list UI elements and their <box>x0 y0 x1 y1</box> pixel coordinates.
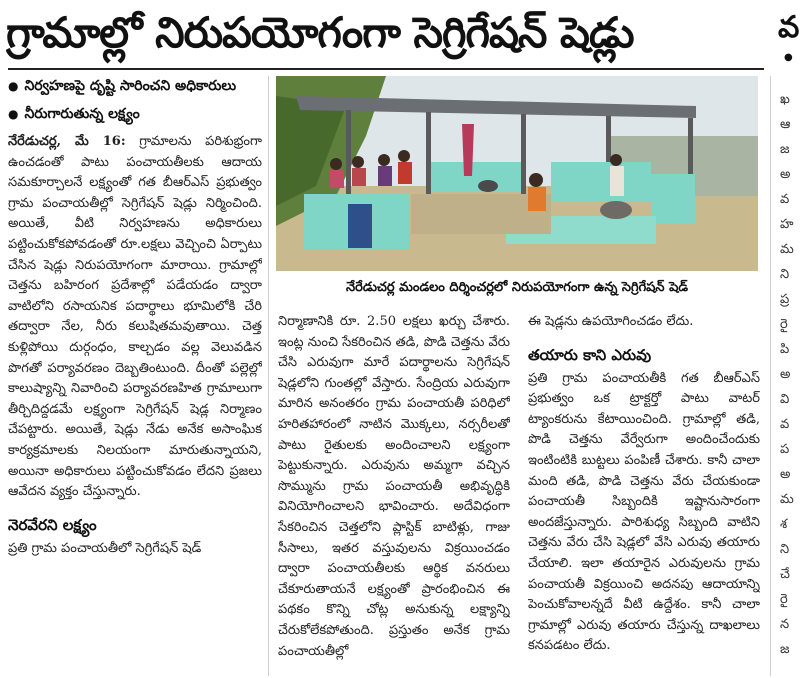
person <box>352 156 364 168</box>
headline: గ్రామాల్లో నిరుపయోగంగా సెగ్రిగేషన్ షెడ్లు <box>6 8 634 57</box>
person <box>330 170 344 188</box>
adjacent-headline-fragment: వ <box>778 10 800 45</box>
adjacent-article-strip <box>776 0 800 678</box>
article-body-left <box>8 132 262 503</box>
adjacent-text-fragment: శ <box>780 517 788 532</box>
person <box>378 166 392 186</box>
adjacent-text-fragment: రై <box>780 592 788 607</box>
waste-pile <box>600 201 632 219</box>
adjacent-text-fragment: ప్ర <box>780 292 790 307</box>
person <box>330 158 342 170</box>
hanging-cloth <box>462 124 474 176</box>
adjacent-text-fragment: వి <box>780 392 790 407</box>
highlight-text: నిర్వహణపై దృష్టి సారించని అధికారులు <box>24 78 237 94</box>
adjacent-text-fragment: రై <box>780 317 788 332</box>
dateline: నేరేడుచర్ల, మే 16: <box>8 134 126 149</box>
person <box>398 150 410 162</box>
highlight-item <box>8 74 262 98</box>
bullet-icon: ● <box>8 107 19 121</box>
news-photo <box>276 76 758 271</box>
section-subhead: తయారు కాని ఎరువు <box>528 345 652 364</box>
shed-wall <box>431 162 521 192</box>
adjacent-text-fragment: జ <box>780 642 790 657</box>
adjacent-text-fragment: న <box>780 617 790 632</box>
article-paragraph: గ్రామాలను పరిశుభ్రంగా ఉంచడంతో పాటు పంచాయతీలకు ఆదాయ సమకూర్చాలనే లక్ష్యంతో గత బీఆర్ఎస్ ప్రభుత్వం గ్రామ పంచాయతీల్లో సెగ్రిగేషన్ షెడ్లు నిర్మించింది. అయితే, వీటి నిర్వహణను అధికారులు పట్టించుకోకపోవడంతో రూ.లక్షలు వెచ్చించి ఏర్పాటు చేసిన షెడ్లు నిరుపయోగంగా మారాయి. గ్రామాల్లో చెత్తను బహిరంగ ప్రదేశాల్లో పడేయడం ద్వారా వాటిలోని రసాయనిక పదార్థాలు భూమిలోకి చేరి తద్వారా నేల, నీరు కలుషితమవుతాయి. చెత్త కుళ్లిపోయి దుర్గంధం, కాల్చడం వల్ల వెలువడిన పొగతో పర్యావరణం దెబ్బతింటుంది. దీంతో పల్లెల్లో కాలుష్యాన్ని నివారించి పర్యావరణహిత గ్రామాలుగా తీర్చిదిద్దడమే లక్ష్యంగా సెగ్రిగేషన్ షెడ్ల నిర్మాణం చేపట్టారు. అయితే, షెడ్లు నేడు అనేక అసాంఘిక కార్యక్రమాలకు నిలయంగా మారుతున్నాయని, అయినా అధికారులు పట్టించుకోవడం లేదని ప్రజలు ఆవేదన వ్యక్తం చేస్తున్నారు. <box>8 134 262 500</box>
adjacent-text-fragment: అ <box>780 167 791 182</box>
left-column <box>8 74 262 674</box>
adjacent-text-fragment: జ <box>780 142 790 157</box>
photo-caption: నేరేడుచర్ల మండలం దిర్శించర్లలో నిరుపయోగంగా ఉన్న సెగ్రిగేషన్ షెడ్ <box>346 280 688 295</box>
shed-pillar <box>426 112 431 204</box>
adjacent-text-fragment: అ <box>780 367 791 382</box>
adjacent-text-fragment: ఆ <box>780 117 791 132</box>
person <box>352 168 366 186</box>
adjacent-text-fragment: అ <box>780 467 791 482</box>
shed-wall <box>551 162 651 202</box>
bullet-icon: ● <box>8 79 19 93</box>
highlight-item <box>8 102 262 126</box>
adjacent-text-fragment: మ <box>780 242 794 257</box>
signboard <box>348 204 372 248</box>
person <box>398 162 412 184</box>
adjacent-text-fragment: హ <box>780 217 794 232</box>
article-paragraph: నిర్మాణానికి రూ. 2.50 లక్షలు ఖర్చు చేశారు. ఇంట్ల నుంచి సేకరించిన తడి, పొడి చెత్తను వేరు చేసి ఎరువుగా మారే పదార్థాలను సెగ్రిగేషన్ షెడ్లలోని గుంతల్లో వేస్తారు. సేంద్రియ ఎరువుగా మారిన అనంతరం గ్రామ పంచాయతీ పరిధిలో హరితహారంలో నాటిన మొక్కలు, నర్సరీలతో పాటు రైతులకు అందించాలని లక్ష్యంగా పెట్టుకున్నారు. ఎరువును అమ్మగా వచ్చిన సొమ్మును గ్రామ పంచాయతీ అభివృద్ధికి వినియోగించాలని భావించారు. అదేవిధంగా సేకరించిన చెత్తలోని ప్లాస్టిక్ బాటిళ్లు, గాజు సీసాలు, ఇతర వస్తువులను విక్రయించడం ద్వారా పంచాయతీలకు ఆర్థిక వనరులు చేకూరుతాయనే లక్ష్యంతో ప్రారంభించిన ఈ పథకం కొన్ని చోట్ల అనుకున్న లక్ష్యాన్ని చేరుకోలేకపోతుంది. ప్రస్తుతం అనేక గ్రామ పంచాయతీల్లో <box>278 314 510 659</box>
adjacent-text-fragment: మ <box>780 492 794 507</box>
person <box>528 187 546 211</box>
adjacent-text-fragment: పి <box>780 342 790 357</box>
middle-column <box>278 312 510 674</box>
adjacent-text-fragment: ని <box>780 542 790 557</box>
adjacent-text-fragment: వ <box>780 417 790 432</box>
adjacent-text-fragment: ని <box>780 267 790 282</box>
headline-rule <box>8 68 764 70</box>
waste-pile <box>478 180 498 192</box>
article-paragraph: ప్రతి గ్రామ పంచాయతీకి గత బీఆర్ఎస్ ప్రభుత్వం ఒక ట్రాక్టర్తో పాటు వాటర్ ట్యాంకరును కేటాయించింది. గ్రామాల్లో తడి, పొడి చెత్తను వేర్వేరుగా అందించేందుకు ఇంటింటికి బుట్టలు పంపిణీ చేశారు. కానీ చాలా మంది తడి, పొడి చెత్తను వేరు చేయకుండా పంచాయతీ సిబ్బందికి ఇష్టానుసారంగా అందజేస్తున్నారు. పారిశుధ్య సిబ్బంది వాటిని చెత్తను వేరు చేసి షెడ్లలో వేసి ఎరువు తయారు చేయాలి. ఇలా తయారైన ఎరువులను గ్రామ పంచాయతీ విక్రయించి అదనపు ఆదాయాన్ని పెంచుకోవాలన్నదే వీటి ఉద్దేశం. కానీ చాలా గ్రామాల్లో ఎరువు తయారు చేస్తున్న దాఖలాలు కనపడటం లేదు. <box>528 370 760 654</box>
person <box>610 166 624 196</box>
section-subhead: నెరవేరని లక్ష్యం <box>8 515 97 534</box>
highlight-text: నీరుగారుతున్న లక్ష్యం <box>24 106 140 122</box>
person <box>610 154 622 166</box>
adjacent-text-fragment: చే <box>780 567 790 582</box>
adjacent-text-fragment: ఖ <box>780 92 790 107</box>
shed-wall <box>651 174 695 224</box>
right-column <box>528 312 760 674</box>
person <box>529 173 543 187</box>
bullet-icon: ● <box>784 52 793 63</box>
column-divider <box>770 76 771 676</box>
article-paragraph: ప్రతి గ్రామ పంచాయతీలో సెగ్రిగేషన్ షెడ్ <box>8 540 202 556</box>
segregation-shed-photo <box>276 76 758 271</box>
column-divider <box>268 76 269 676</box>
adjacent-text-fragment: వ <box>780 192 790 207</box>
adjacent-text-fragment: ప <box>780 442 790 457</box>
article-paragraph: ఈ షెడ్లను ఉపయోగించడం లేదు. <box>528 314 694 329</box>
shed-pillar <box>521 114 526 198</box>
person <box>378 154 390 166</box>
